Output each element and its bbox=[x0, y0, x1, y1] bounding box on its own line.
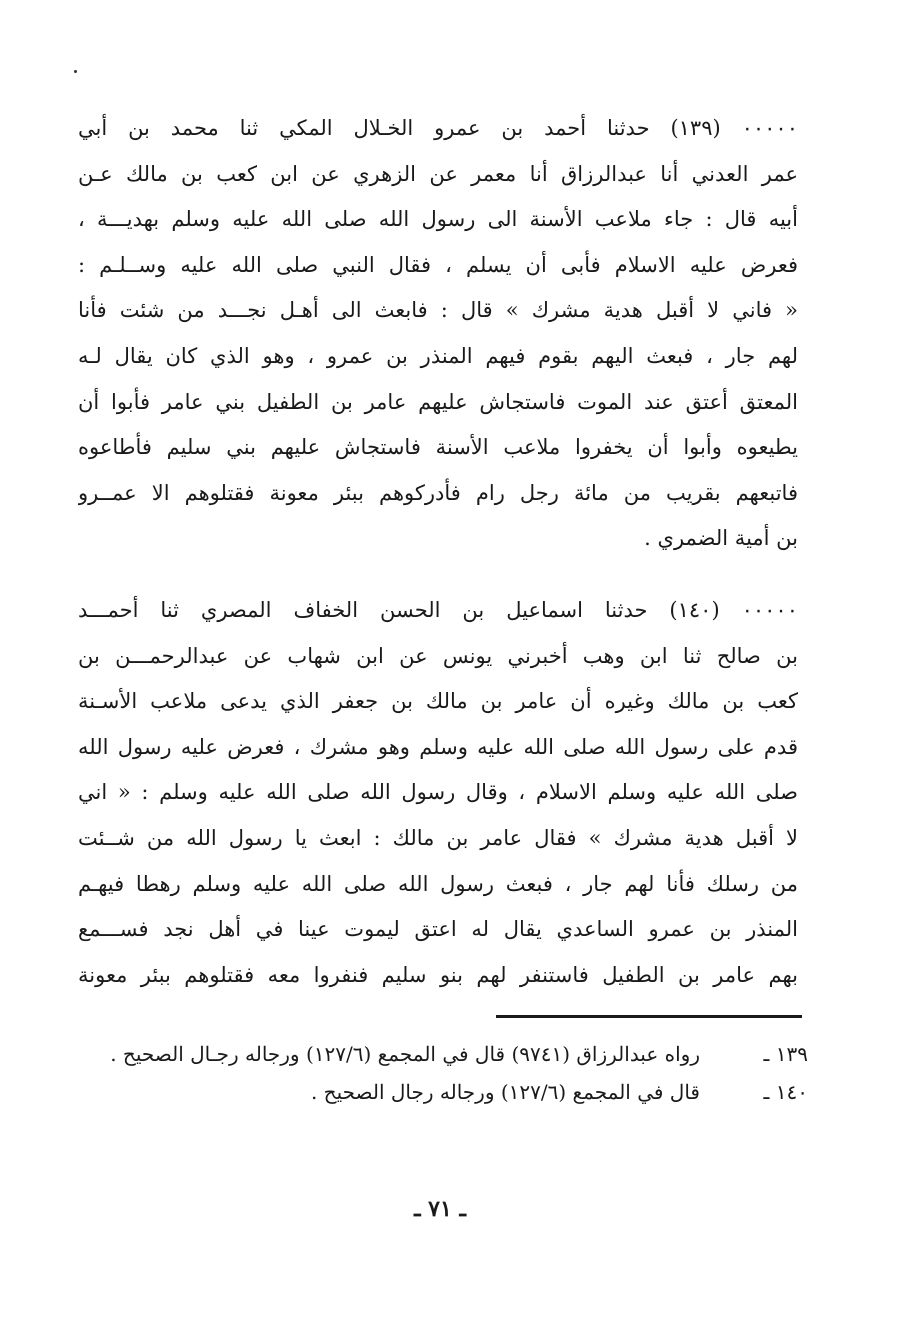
footnote-text: رواه عبدالرزاق (٩٧٤١) قال في المجمع (١٢٧/٦) ورجاله رجـال الصحيح . bbox=[110, 1042, 700, 1066]
hadith-line: ٠٠٠٠٠ (١٤٠) حدثنا اسماعيل بن الحسن الخفاف المصري ثنا أحمـــد bbox=[78, 598, 798, 622]
hadith-line: من رسلك فأنا لهم جار ، فبعث رسول الله صلى الله عليه وسلم رهطا فيهـم bbox=[78, 871, 798, 896]
hadith-140-paragraph bbox=[78, 588, 798, 998]
hadith-139-paragraph bbox=[78, 106, 798, 562]
footnote-number: ١٤٠ ـ bbox=[763, 1080, 808, 1104]
hadith-line: بن أمية الضمري . bbox=[644, 526, 798, 551]
hadith-line: بهم عامر بن الطفيل فاستنفر لهم بنو سليم فنفروا معه فقتلوهم ببئر معونة bbox=[78, 962, 798, 987]
hadith-line: ٠٠٠٠٠ (١٣٩) حدثنا أحمد بن عمرو الخـلال المكي ثنا محمد بن أبي bbox=[78, 116, 798, 140]
hadith-line: أبيه قال : جاء ملاعب الأسنة الى رسول الله صلى الله عليه وسلم بهديـــة ، bbox=[78, 207, 798, 232]
hadith-line: المعتق أعتق عند الموت فاستجاش عليهم عامر بن الطفيل بني عامر فأبوا أن bbox=[78, 389, 798, 414]
hadith-line: فاتبعهم بقريب من مائة رجل رام فأدركوهم ببئر معونة فقتلوهم الا عمــرو bbox=[78, 480, 798, 505]
hadith-line: صلى الله عليه وسلم الاسلام ، وقال رسول الله صلى الله عليه وسلم : « اني bbox=[78, 780, 798, 805]
hadith-line: فعرض عليه الاسلام فأبى أن يسلم ، فقال النبي صلى الله عليه وســلـم : bbox=[78, 252, 798, 277]
hadith-line: قدم على رسول الله صلى الله عليه وسلم وهو مشرك ، فعرض عليه رسول الله bbox=[78, 734, 798, 759]
hadith-line: المنذر بن عمرو الساعدي يقال له اعتق ليموت عينا في أهل نجد فســـمع bbox=[78, 917, 798, 942]
hadith-line: كعب بن مالك وغيره أن عامر بن مالك بن جعفر الذي يدعى ملاعب الأسـنة bbox=[78, 689, 798, 714]
footnote-text: قال في المجمع (١٢٧/٦) ورجاله رجال الصحيح . bbox=[310, 1080, 700, 1104]
hadith-line: « فاني لا أقبل هدية مشرك » قال : فابعث الى أهـل نجـــد من شئت فأنا bbox=[78, 298, 798, 323]
ink-dot bbox=[74, 70, 77, 73]
footnote-140 bbox=[80, 1076, 808, 1108]
hadith-line: لهم جار ، فبعث اليهم بقوم فيهم المنذر بن عمرو ، وهو الذي كان يقال لـه bbox=[78, 343, 798, 368]
hadith-line: عمر العدني أنا عبدالرزاق أنا معمر عن الزهري عن ابن كعب بن مالك عـن bbox=[78, 161, 798, 186]
hadith-line: يطيعوه وأبوا أن يخفروا ملاعب الأسنة فاستجاش عليهم بني سليم فأطاعوه bbox=[78, 435, 798, 460]
page-number: ـ ٧١ ـ bbox=[414, 1196, 466, 1222]
footnote-separator bbox=[496, 1015, 802, 1018]
hadith-line: لا أقبل هدية مشرك » فقال عامر بن مالك : ابعث يا رسول الله من شــئت bbox=[78, 825, 798, 850]
footnotes bbox=[80, 1038, 808, 1108]
footnote-number: ١٣٩ ـ bbox=[763, 1042, 808, 1066]
footnote-139 bbox=[80, 1038, 808, 1070]
hadith-line: بن صالح ثنا ابن وهب أخبرني يونس عن ابن شهاب عن عبدالرحمـــن بن bbox=[78, 643, 798, 668]
